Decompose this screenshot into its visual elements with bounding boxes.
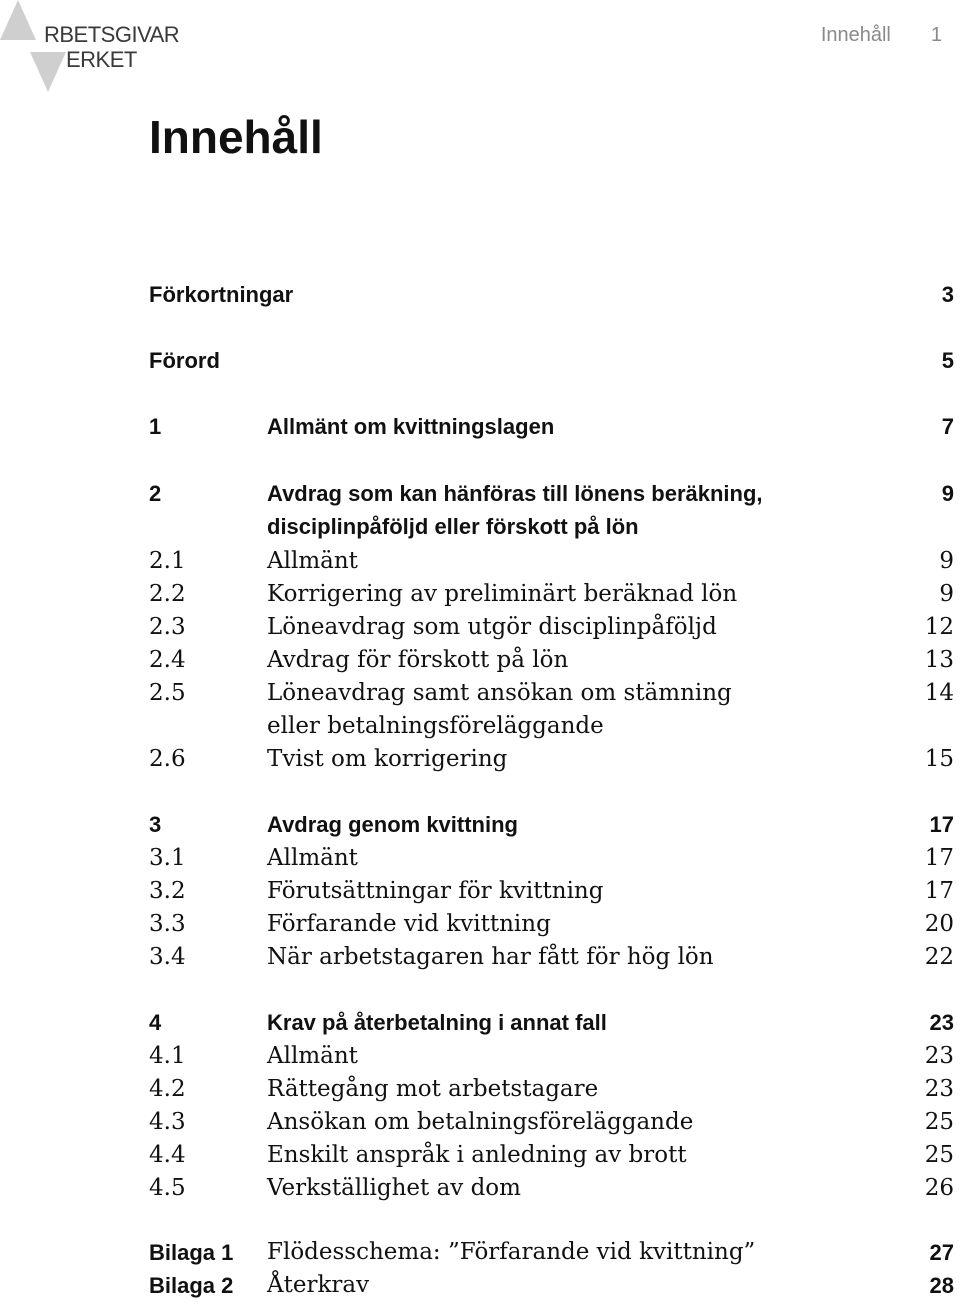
toc-entry-page: 15 [924, 746, 954, 772]
toc-entry-number: 2.2 [149, 581, 186, 607]
toc-entry-page: 17 [924, 845, 954, 871]
toc-entry-number: 3.2 [149, 878, 186, 904]
toc-entry-title: Tvist om korrigering [267, 746, 508, 772]
toc-entry-page: 3 [941, 282, 954, 307]
toc-entry-page: 9 [939, 548, 954, 574]
toc-entry-page: 5 [941, 348, 954, 373]
logo-text-line-1: RBETSGIVAR [44, 22, 180, 47]
toc-entry-number: 2.1 [149, 548, 186, 574]
toc-entry-page: 14 [924, 680, 954, 706]
toc-entry-number: 2.5 [149, 680, 186, 706]
toc-entry-page: 23 [929, 1010, 954, 1035]
toc-entry-number: 4.1 [149, 1043, 186, 1069]
toc-entry-page: 17 [924, 878, 954, 904]
toc-entry-page: 12 [924, 614, 954, 640]
toc-entry-page: 20 [924, 911, 954, 937]
toc-entry-number: 4.5 [149, 1175, 186, 1201]
toc-entry-title: Flödesschema: ”Förfarande vid kvittning” [267, 1239, 756, 1265]
toc-entry-page: 28 [929, 1273, 954, 1298]
toc-entry-title: Förord [149, 348, 220, 373]
toc-entry-number: 2.6 [149, 746, 186, 772]
running-head-page-number: 1 [930, 24, 942, 46]
toc-entry-number: Bilaga 1 [149, 1240, 234, 1265]
logo-triangles-icon [0, 0, 70, 96]
toc-entry-page: 17 [929, 812, 954, 837]
toc-entry-number: 3.4 [149, 944, 186, 970]
toc-entry-number: 2 [149, 481, 162, 506]
toc-entry-page: 7 [941, 414, 954, 439]
toc-entry-page: 25 [924, 1109, 954, 1135]
toc-entry-page: 9 [939, 581, 954, 607]
toc-entry-title: Avdrag genom kvittning [267, 812, 518, 837]
toc-entry-title: Allmänt [267, 845, 358, 871]
toc-entry-title: Förfarande vid kvittning [267, 911, 551, 937]
toc-entry-title: Löneavdrag samt ansökan om stämning [267, 680, 732, 706]
toc-entry-title: Avdrag för förskott på lön [267, 647, 569, 673]
toc-entry-title: Förutsättningar för kvittning [267, 878, 604, 904]
toc-entry-number: 4.3 [149, 1109, 186, 1135]
toc-entry-title: Allmänt om kvittningslagen [267, 414, 555, 439]
toc-entry-number: Bilaga 2 [149, 1273, 234, 1298]
toc-entry-title: Förkortningar [149, 282, 294, 307]
toc-entry-title: Enskilt anspråk i anledning av brott [267, 1142, 687, 1168]
toc-entry-title-continued: disciplinpåföljd eller förskott på lön [267, 514, 639, 539]
toc-entry-number: 1 [149, 414, 162, 439]
toc-entry-number: 3.3 [149, 911, 186, 937]
toc-entry-page: 27 [929, 1240, 954, 1265]
toc-entry-title: Krav på återbetalning i annat fall [267, 1010, 607, 1035]
toc-entry-page: 22 [924, 944, 954, 970]
toc-entry-number: 3 [149, 812, 162, 837]
toc-entry-title: Allmänt [267, 1043, 358, 1069]
page-title: Innehåll [149, 111, 323, 163]
running-head [821, 24, 942, 47]
toc-entry-number: 4.2 [149, 1076, 186, 1102]
toc-entry-number: 2.3 [149, 614, 186, 640]
logo-text-line-2: ERKET [66, 47, 137, 72]
running-head-section: Innehåll [820, 24, 891, 46]
logo [0, 0, 200, 100]
toc-entry-page: 25 [924, 1142, 954, 1168]
toc-entry-number: 4.4 [149, 1142, 186, 1168]
toc-entry-page: 9 [941, 481, 954, 506]
toc-entry-page: 23 [924, 1076, 954, 1102]
toc-entry-title: Löneavdrag som utgör disciplinpåföljd [267, 614, 717, 640]
toc-entry-number: 3.1 [149, 845, 186, 871]
toc-entry-page: 26 [924, 1175, 954, 1201]
toc-entry-title-continued: eller betalningsföreläggande [267, 713, 604, 739]
toc-entry-page: 23 [924, 1043, 954, 1069]
toc-entry-title: Rättegång mot arbetstagare [267, 1076, 599, 1102]
toc-entry-number: 4 [149, 1010, 162, 1035]
toc-entry-title: Korrigering av preliminärt beräknad lön [267, 581, 738, 607]
toc-entry-number: 2.4 [149, 647, 186, 673]
toc-entry-title: Avdrag som kan hänföras till lönens beräkning, [267, 481, 763, 506]
toc-entry-title: Allmänt [267, 548, 358, 574]
toc-entry-title: Återkrav [267, 1272, 370, 1298]
toc-entry-title: Verkställighet av dom [267, 1175, 521, 1201]
toc-entry-title: När arbetstagaren har fått för hög lön [267, 944, 714, 970]
toc-entry-title: Ansökan om betalningsföreläggande [267, 1109, 694, 1135]
toc-entry-page: 13 [924, 647, 954, 673]
